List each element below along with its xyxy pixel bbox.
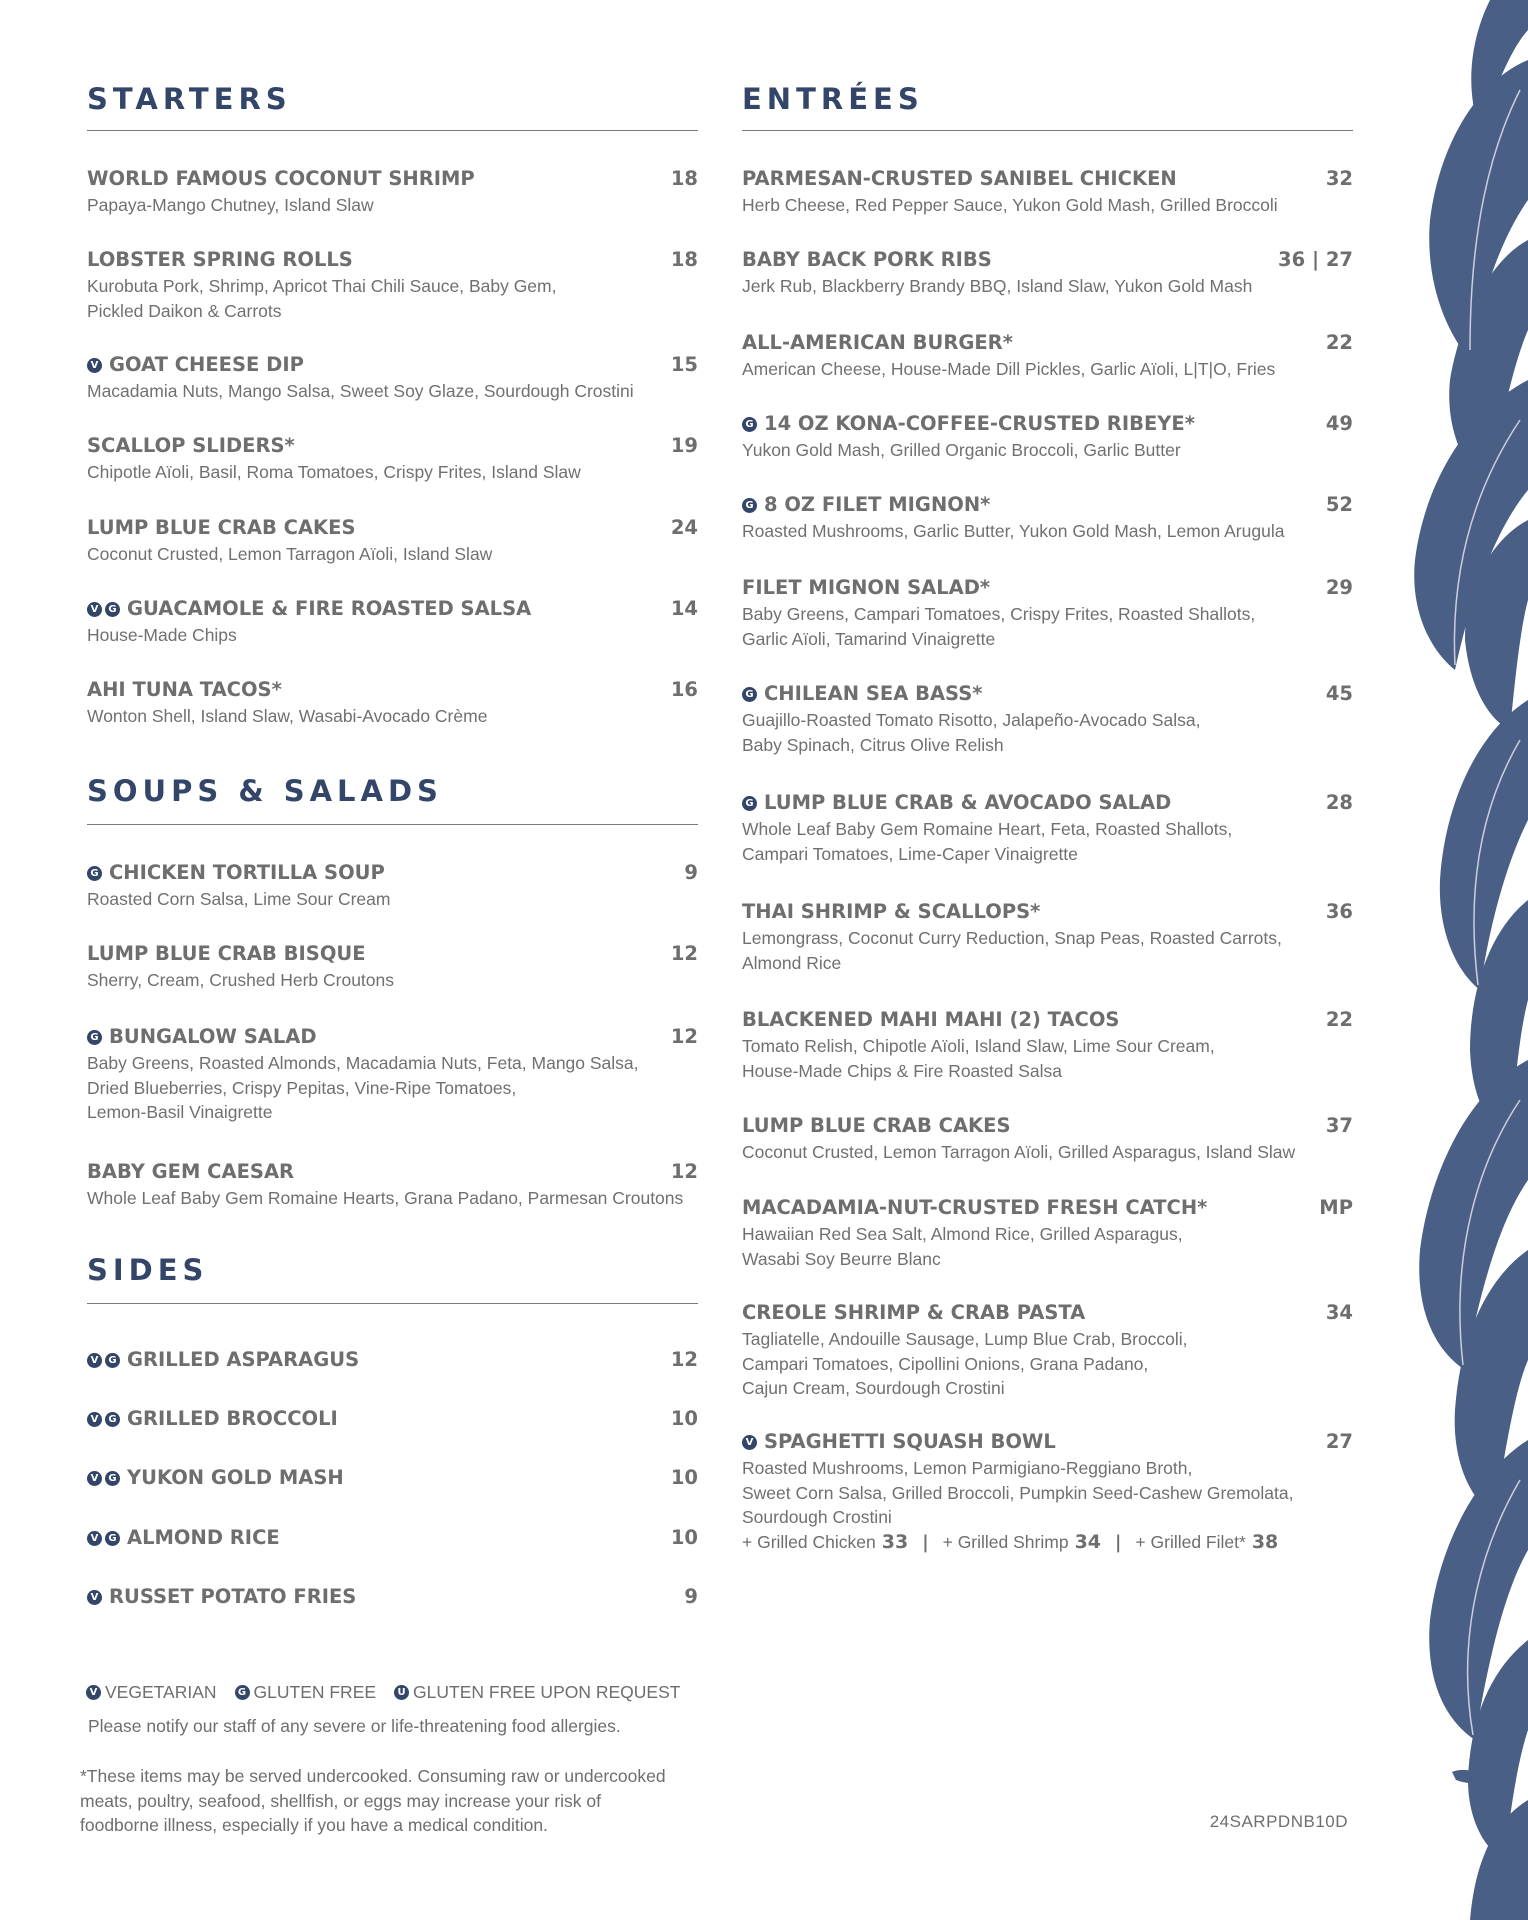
gluten-free-icon: G (105, 1353, 120, 1368)
add-on-label: + Grilled Filet* (1135, 1532, 1246, 1552)
add-on-label: + Grilled Shrimp (942, 1532, 1069, 1552)
menu-item-header (742, 1428, 1353, 1456)
menu-item-price: 14 (670, 597, 698, 620)
menu-item (742, 491, 1353, 544)
menu-item-price: 32 (1325, 167, 1353, 190)
menu-item-label: 14 OZ KONA-COFFEE-CRUSTED RIBEYE* (764, 412, 1195, 435)
menu-item-name (742, 898, 1040, 926)
add-on-label: + Grilled Chicken (742, 1532, 876, 1552)
menu-item-label: CREOLE SHRIMP & CRAB PASTA (742, 1301, 1086, 1324)
menu-item-header (87, 1524, 698, 1552)
menu-item-label: LOBSTER SPRING ROLLS (87, 248, 353, 271)
menu-item-name (742, 789, 1171, 817)
divider: | (1115, 1533, 1122, 1553)
menu-item (87, 1524, 698, 1552)
menu-item-description: Lemongrass, Coconut Curry Reduction, Snap Peas, Roasted Carrots, Almond Rice (742, 928, 1282, 973)
menu-item (87, 859, 698, 912)
sides-section (87, 1253, 698, 1613)
section-title: ENTRÉES (742, 82, 924, 116)
menu-item (87, 595, 698, 648)
menu-item-label: LUMP BLUE CRAB & AVOCADO SALAD (764, 791, 1172, 814)
soups-salads-section (87, 774, 698, 1214)
menu-item-price: 28 (1325, 791, 1353, 814)
dietary-badges (87, 1531, 123, 1546)
dietary-badges (87, 1471, 123, 1486)
menu-item-description: Macadamia Nuts, Mango Salsa, Sweet Soy Glaze, Sourdough Crostini (87, 381, 634, 401)
menu-item-header (742, 329, 1353, 357)
menu-item-label: BABY BACK PORK RIBS (742, 248, 992, 271)
menu-item-description: Yukon Gold Mash, Grilled Organic Broccoli, Garlic Butter (742, 440, 1181, 460)
menu-item-header (742, 680, 1353, 708)
menu-item-header (87, 859, 698, 887)
menu-item-label: THAI SHRIMP & SCALLOPS* (742, 900, 1041, 923)
menu-item-header (742, 1194, 1353, 1222)
dietary-badges (742, 687, 760, 702)
menu-item-header (87, 165, 698, 193)
menu-item (87, 1583, 698, 1611)
menu-item-label: BLACKENED MAHI MAHI (2) TACOS (742, 1008, 1120, 1031)
menu-item-label: LUMP BLUE CRAB CAKES (87, 516, 356, 539)
section-divider (742, 130, 1353, 131)
menu-item-description: Sherry, Cream, Crushed Herb Croutons (87, 970, 395, 990)
vegetarian-icon: V (87, 1471, 102, 1486)
menu-item-price: 12 (670, 1348, 698, 1371)
menu-item-header (87, 940, 698, 968)
menu-item-label: BUNGALOW SALAD (109, 1025, 317, 1048)
menu-item-price: 29 (1325, 576, 1353, 599)
menu-item-price: 36 (1325, 900, 1353, 923)
section-divider (87, 1303, 698, 1304)
gluten-free-icon: G (235, 1685, 250, 1700)
vegetarian-icon: V (86, 1685, 101, 1700)
gluten-free-icon: G (87, 1030, 102, 1045)
gluten-free-icon: G (105, 1531, 120, 1546)
menu-item-header (87, 1346, 698, 1374)
menu-item (87, 1405, 698, 1433)
vegetarian-icon: V (87, 358, 102, 373)
menu-item-price: 10 (670, 1526, 698, 1549)
gluten-free-request-icon: U (394, 1685, 409, 1700)
menu-item (742, 1299, 1353, 1401)
menu-item-price: 19 (670, 434, 698, 457)
menu-item-name (87, 859, 385, 887)
menu-item (87, 165, 698, 218)
menu-item (87, 432, 698, 485)
menu-item-price: 18 (670, 167, 698, 190)
menu-item-price: 16 (670, 678, 698, 701)
menu-item (742, 1112, 1353, 1165)
menu-item (742, 898, 1353, 975)
legend-item (235, 1682, 377, 1703)
menu-item-name (742, 1112, 1011, 1140)
menu-item (742, 1006, 1353, 1083)
section-divider (87, 824, 698, 825)
menu-item-price: 10 (670, 1407, 698, 1430)
menu-item-price: 37 (1325, 1114, 1353, 1137)
menu-item-name (87, 1405, 338, 1433)
menu-item-name (742, 680, 982, 708)
legend-item (86, 1682, 217, 1703)
menu-item-header (742, 789, 1353, 817)
add-on-item (943, 1532, 1101, 1552)
menu-item-header (742, 898, 1353, 926)
gluten-free-icon: G (87, 866, 102, 881)
menu-item-name (742, 1299, 1085, 1327)
legend-label: GLUTEN FREE UPON REQUEST (413, 1682, 681, 1702)
menu-item-header (87, 351, 698, 379)
tropical-leaves-illustration-icon (1370, 0, 1528, 1920)
menu-item-header (87, 1464, 698, 1492)
menu-item-name (742, 1194, 1207, 1222)
add-on-item (742, 1532, 908, 1552)
menu-item-label: AHI TUNA TACOS* (87, 678, 282, 701)
starters-section (87, 82, 698, 742)
menu-item-description: Hawaiian Red Sea Salt, Almond Rice, Grilled Asparagus, Wasabi Soy Beurre Blanc (742, 1224, 1183, 1269)
menu-item-name (742, 1428, 1056, 1456)
add-on-price: 33 (881, 1531, 909, 1553)
menu-item-header (742, 165, 1353, 193)
menu-item (87, 1023, 698, 1125)
menu-item-header (87, 1023, 698, 1051)
menu-item-description: Baby Greens, Campari Tomatoes, Crispy Frites, Roasted Shallots, Garlic Aïoli, Tamarind Vinaigrette (742, 604, 1256, 649)
menu-item-description: Coconut Crusted, Lemon Tarragon Aïoli, Grilled Asparagus, Island Slaw (742, 1142, 1296, 1162)
menu-item-description: Tagliatelle, Andouille Sausage, Lump Blue Crab, Broccoli, Campari Tomatoes, Cipollini Onions, Grana Padano, Cajun Cream, Sourdough Crostini (742, 1329, 1188, 1398)
menu-item-header (742, 1112, 1353, 1140)
menu-item-label: CHICKEN TORTILLA SOUP (109, 861, 385, 884)
dietary-badges (742, 498, 760, 513)
menu-item-description: Jerk Rub, Blackberry Brandy BBQ, Island Slaw, Yukon Gold Mash (742, 276, 1253, 296)
section-divider (87, 130, 698, 131)
gluten-free-icon: G (742, 687, 757, 702)
menu-item-header (742, 246, 1353, 274)
menu-item-description: Chipotle Aïoli, Basil, Roma Tomatoes, Crispy Frites, Island Slaw (87, 462, 581, 482)
menu-item-price: 49 (1325, 412, 1353, 435)
menu-item-label: MACADAMIA-NUT-CRUSTED FRESH CATCH* (742, 1196, 1208, 1219)
dietary-badges (742, 417, 760, 432)
section-title: SIDES (87, 1253, 209, 1287)
menu-item-price: 15 (670, 353, 698, 376)
menu-item-name (87, 676, 282, 704)
legend-label: VEGETARIAN (105, 1682, 217, 1702)
menu-item-name (87, 940, 366, 968)
menu-item-label: RUSSET POTATO FRIES (109, 1585, 357, 1608)
gluten-free-icon: G (105, 1412, 120, 1427)
menu-item-price: 22 (1325, 1008, 1353, 1031)
menu-item-label: GRILLED ASPARAGUS (127, 1348, 360, 1371)
menu-item-name (87, 351, 304, 379)
menu-item-description: Whole Leaf Baby Gem Romaine Hearts, Grana Padano, Parmesan Croutons (87, 1188, 684, 1208)
menu-item-label: SPAGHETTI SQUASH BOWL (764, 1430, 1056, 1453)
menu-item-price: 36 | 27 (1278, 248, 1353, 271)
vegetarian-icon: V (87, 1412, 102, 1427)
dietary-legend (86, 1682, 698, 1703)
menu-item-price: 34 (1325, 1301, 1353, 1324)
menu-item-name (742, 574, 990, 602)
menu-item-price: 18 (670, 248, 698, 271)
menu-item-name (87, 432, 295, 460)
menu-item-description: Wonton Shell, Island Slaw, Wasabi-Avocado Crème (87, 706, 488, 726)
menu-item-header (742, 410, 1353, 438)
menu-item-label: PARMESAN-CRUSTED SANIBEL CHICKEN (742, 167, 1177, 190)
menu-item-price: 12 (670, 1025, 698, 1048)
divider: | (922, 1533, 929, 1553)
gluten-free-icon: G (105, 602, 120, 617)
menu-item-name (87, 1346, 359, 1374)
menu-item-name (742, 246, 992, 274)
menu-item-name (87, 1464, 344, 1492)
menu-item-description: Tomato Relish, Chipotle Aïoli, Island Slaw, Lime Sour Cream, House-Made Chips & Fire Roasted Salsa (742, 1036, 1215, 1081)
add-on-item (1135, 1532, 1278, 1552)
allergy-notice: Please notify our staff of any severe or life-threatening food allergies. (88, 1716, 621, 1736)
menu-item-label: LUMP BLUE CRAB CAKES (742, 1114, 1011, 1137)
menu-item (742, 410, 1353, 463)
menu-item-label: GUACAMOLE & FIRE ROASTED SALSA (127, 597, 532, 620)
menu-item-header (87, 1158, 698, 1186)
menu-item (742, 246, 1353, 299)
add-on-price: 38 (1251, 1531, 1279, 1553)
menu-item-price: 9 (684, 861, 698, 884)
menu-item-name (742, 1006, 1119, 1034)
dietary-badges (742, 1435, 760, 1450)
menu-item-price: 12 (670, 942, 698, 965)
menu-item (87, 1464, 698, 1492)
menu-item-name (87, 1023, 317, 1051)
dietary-badges (742, 796, 760, 811)
menu-item-price: MP (1319, 1196, 1353, 1219)
menu-item-name (87, 1583, 356, 1611)
add-on-options (742, 1531, 1278, 1553)
menu-item-name (87, 246, 353, 274)
menu-item-name (87, 595, 531, 623)
menu-item-name (742, 165, 1177, 193)
menu-item-description: Baby Greens, Roasted Almonds, Macadamia Nuts, Feta, Mango Salsa, Dried Blueberries, Crispy Pepitas, Vine-Ripe Tomatoes, Lemon-Basil Vinaigrette (87, 1053, 639, 1122)
menu-item-description: Guajillo-Roasted Tomato Risotto, Jalapeño-Avocado Salsa, Baby Spinach, Citrus Olive Relish (742, 710, 1201, 755)
dietary-badges (87, 358, 105, 373)
menu-item-label: SCALLOP SLIDERS* (87, 434, 295, 457)
dietary-badges (87, 1412, 123, 1427)
dietary-badges (87, 602, 123, 617)
menu-item-description: Roasted Mushrooms, Lemon Parmigiano-Reggiano Broth, Sweet Corn Salsa, Grilled Broccoli, Pumpkin Seed-Cashew Gremolata, Sourdough Crostini (742, 1458, 1294, 1527)
menu-item-name (742, 329, 1013, 357)
section-title: STARTERS (87, 82, 292, 116)
menu-item-description: Whole Leaf Baby Gem Romaine Heart, Feta, Roasted Shallots, Campari Tomatoes, Lime-Caper Vinaigrette (742, 819, 1233, 864)
menu-item (742, 1428, 1353, 1530)
menu-item (87, 1158, 698, 1211)
menu-item-description: Coconut Crusted, Lemon Tarragon Aïoli, Island Slaw (87, 544, 493, 564)
menu-code: 24SARPDNB10D (1209, 1812, 1348, 1831)
menu-item-label: LUMP BLUE CRAB BISQUE (87, 942, 366, 965)
menu-item (87, 1346, 698, 1374)
menu-item (742, 1194, 1353, 1271)
vegetarian-icon: V (87, 1531, 102, 1546)
menu-item-price: 45 (1325, 682, 1353, 705)
menu-item-description: Roasted Mushrooms, Garlic Butter, Yukon Gold Mash, Lemon Arugula (742, 521, 1285, 541)
vegetarian-icon: V (87, 1590, 102, 1605)
menu-item-label: WORLD FAMOUS COCONUT SHRIMP (87, 167, 475, 190)
menu-item (742, 574, 1353, 651)
menu-item-price: 24 (670, 516, 698, 539)
menu-item-description: Kurobuta Pork, Shrimp, Apricot Thai Chili Sauce, Baby Gem, Pickled Daikon & Carrots (87, 276, 557, 321)
menu-item-description: Roasted Corn Salsa, Lime Sour Cream (87, 889, 391, 909)
menu-item-header (87, 246, 698, 274)
menu-item-label: ALMOND RICE (127, 1526, 280, 1549)
menu-item-header (87, 432, 698, 460)
gluten-free-icon: G (742, 417, 757, 432)
menu-item (742, 789, 1353, 866)
dietary-badges (87, 1353, 123, 1368)
menu-item-label: FILET MIGNON SALAD* (742, 576, 991, 599)
menu-item (742, 165, 1353, 218)
menu-item-name (87, 1524, 280, 1552)
menu-item-price: 12 (670, 1160, 698, 1183)
dietary-badges (87, 1590, 105, 1605)
menu-item-name (87, 514, 356, 542)
menu-item (87, 351, 698, 404)
menu-item-header (87, 595, 698, 623)
menu-item-price: 52 (1325, 493, 1353, 516)
menu-item (742, 329, 1353, 382)
menu-item-name (87, 165, 475, 193)
menu-item-header (742, 1299, 1353, 1327)
menu-item-name (87, 1158, 294, 1186)
menu-item-header (87, 1583, 698, 1611)
menu-item (87, 246, 698, 323)
undercooked-disclaimer: *These items may be served undercooked. Consuming raw or undercooked meats, poultry, seafood, shellfish, or eggs may increase your risk of foodborne illness, especially if you have a medical condition. (80, 1766, 666, 1835)
menu-item-price: 27 (1325, 1430, 1353, 1453)
gluten-free-icon: G (742, 498, 757, 513)
menu-item (742, 680, 1353, 757)
menu-item (87, 676, 698, 729)
menu-item-description: Herb Cheese, Red Pepper Sauce, Yukon Gold Mash, Grilled Broccoli (742, 195, 1278, 215)
menu-item-label: GRILLED BROCCOLI (127, 1407, 338, 1430)
menu-item-price: 22 (1325, 331, 1353, 354)
menu-item-name (742, 410, 1195, 438)
dietary-badges (87, 866, 105, 881)
menu-item (87, 514, 698, 567)
gluten-free-icon: G (105, 1471, 120, 1486)
menu-item (87, 940, 698, 993)
menu-item-header (742, 574, 1353, 602)
gluten-free-icon: G (742, 796, 757, 811)
add-on-price: 34 (1074, 1531, 1102, 1553)
menu-item-header (87, 1405, 698, 1433)
menu-item-name (742, 491, 990, 519)
menu-item-description: House-Made Chips (87, 625, 237, 645)
entrees-section (742, 82, 1353, 1582)
menu-item-label: YUKON GOLD MASH (127, 1466, 344, 1489)
menu-item-label: 8 OZ FILET MIGNON* (764, 493, 991, 516)
menu-item-label: ALL-AMERICAN BURGER* (742, 331, 1013, 354)
menu-item-header (87, 676, 698, 704)
legend-label: GLUTEN FREE (253, 1682, 377, 1702)
menu-item-label: CHILEAN SEA BASS* (764, 682, 983, 705)
legend-item (394, 1682, 680, 1703)
menu-item-header (742, 1006, 1353, 1034)
vegetarian-icon: V (87, 1353, 102, 1368)
menu-item-description: American Cheese, House-Made Dill Pickles, Garlic Aïoli, L|T|O, Fries (742, 359, 1276, 379)
section-title: SOUPS & SALADS (87, 774, 443, 808)
menu-item-price: 10 (670, 1466, 698, 1489)
menu-item-description: Papaya-Mango Chutney, Island Slaw (87, 195, 374, 215)
menu-item-label: GOAT CHEESE DIP (109, 353, 304, 376)
vegetarian-icon: V (87, 602, 102, 617)
menu-item-header (742, 491, 1353, 519)
vegetarian-icon: V (742, 1435, 757, 1450)
dietary-badges (87, 1030, 105, 1045)
menu-item-label: BABY GEM CAESAR (87, 1160, 295, 1183)
menu-item-price: 9 (684, 1585, 698, 1608)
menu-item-header (87, 514, 698, 542)
